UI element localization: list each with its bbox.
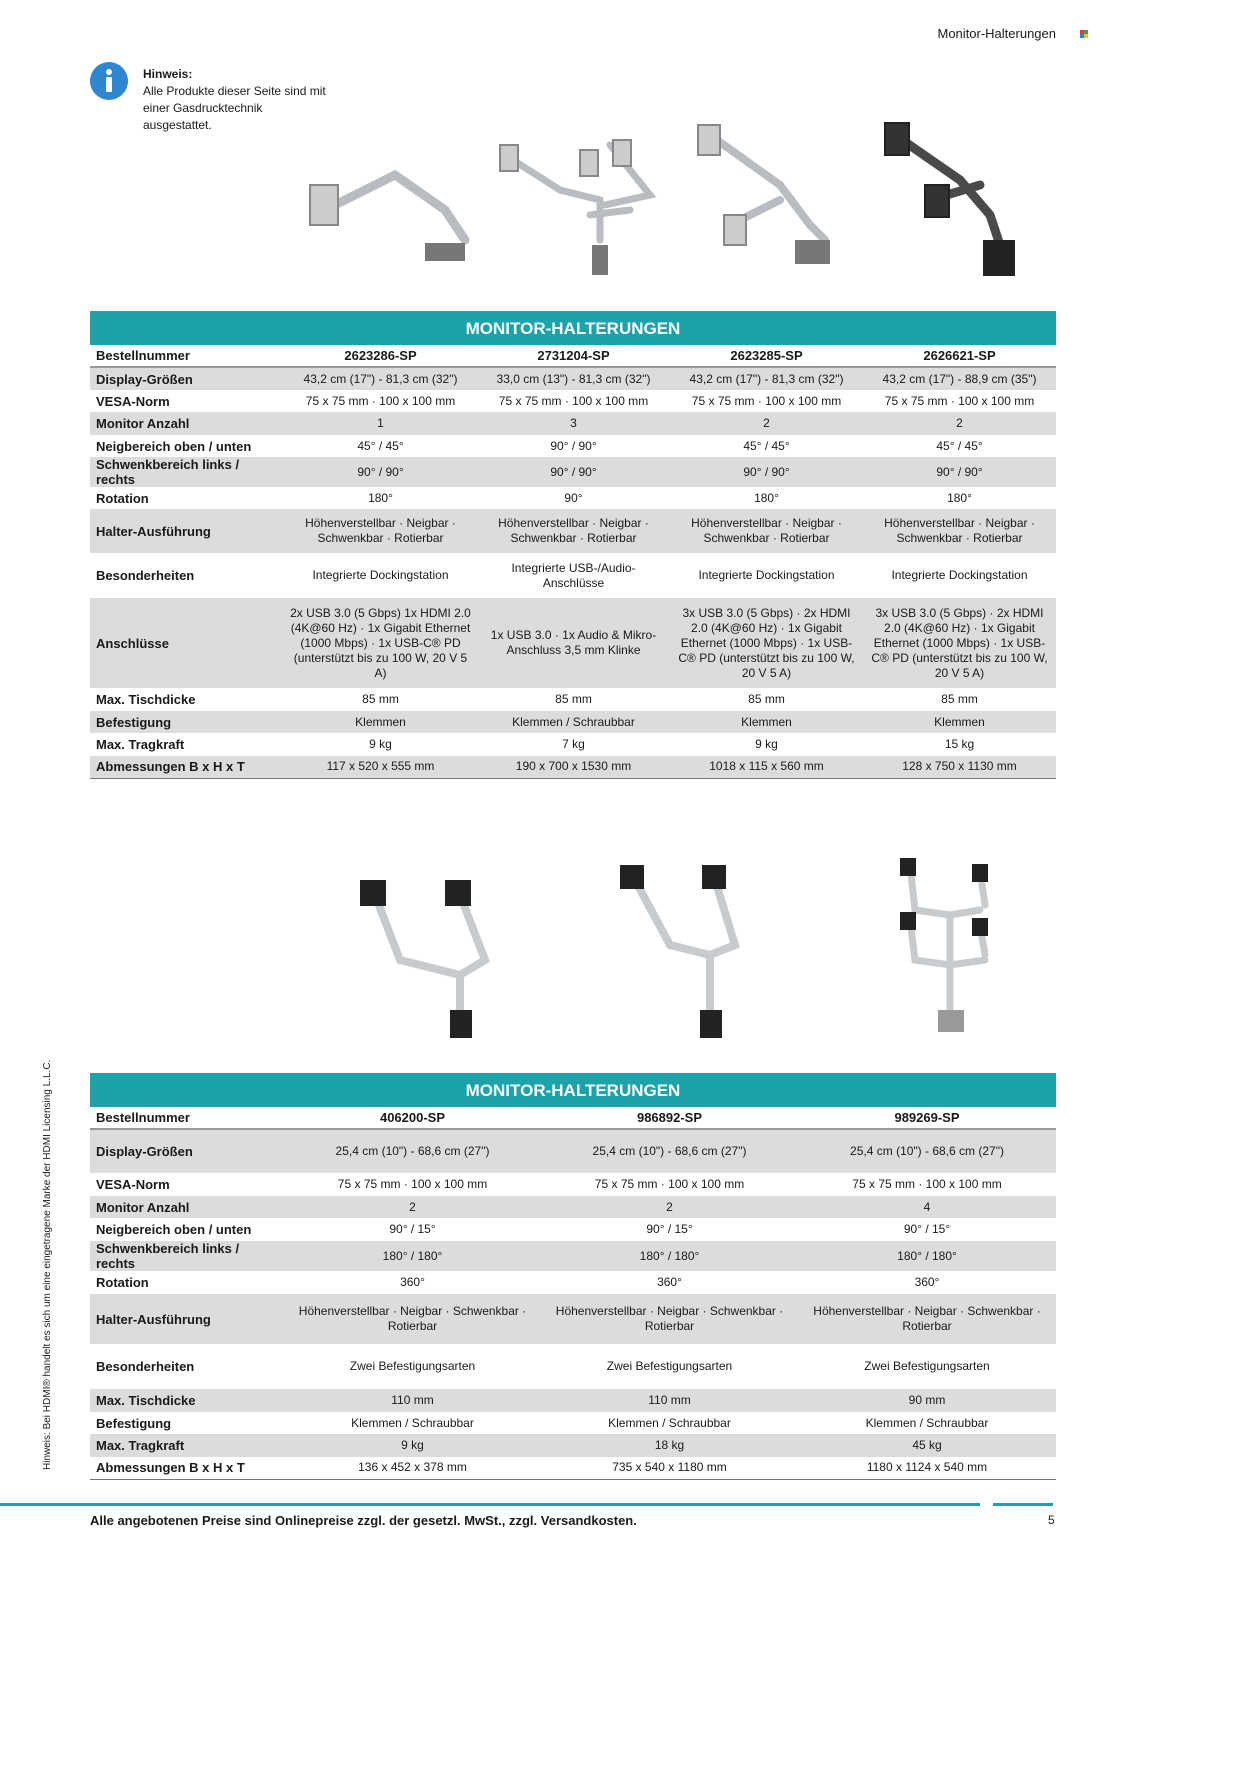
table-cell: Klemmen bbox=[670, 711, 863, 733]
product-image-2623286 bbox=[310, 175, 465, 261]
footer-divider bbox=[993, 1503, 1053, 1506]
row-label: Monitor Anzahl bbox=[90, 1196, 284, 1218]
table-row bbox=[90, 435, 1056, 457]
order-number: 2623285-SP bbox=[670, 345, 863, 367]
table-cell: 180° / 180° bbox=[284, 1241, 541, 1271]
table-header-row bbox=[90, 345, 1056, 367]
table-row bbox=[90, 711, 1056, 733]
table-cell: 18 kg bbox=[541, 1434, 798, 1457]
table-row bbox=[90, 390, 1056, 412]
table-cell: Klemmen bbox=[863, 711, 1056, 733]
table-cell: Höhenverstellbar · Neigbar · Schwenkbar · Rotierbar bbox=[541, 1294, 798, 1344]
info-icon bbox=[90, 62, 128, 100]
table-cell: 180° / 180° bbox=[541, 1241, 798, 1271]
table-cell: 90° bbox=[564, 490, 583, 505]
table-cell: 43,2 cm (17") - 88,9 cm (35") bbox=[863, 367, 1056, 390]
table-cell: Höhenverstellbar · Neigbar · Schwenkbar · Rotierbar bbox=[284, 1294, 541, 1344]
row-label: VESA-Norm bbox=[96, 1177, 170, 1192]
row-label: VESA-Norm bbox=[96, 393, 170, 409]
table-cell: 360° bbox=[914, 1275, 940, 1289]
table-header-row bbox=[90, 1107, 1056, 1129]
table-cell: 735 x 540 x 1180 mm bbox=[541, 1457, 798, 1479]
table-cell: 180° / 180° bbox=[798, 1241, 1056, 1271]
table-cell: 45° / 45° bbox=[743, 438, 790, 453]
table-cell: Klemmen / Schraubbar bbox=[608, 1415, 731, 1430]
table-cell: 25,4 cm (10") - 68,6 cm (27") bbox=[541, 1129, 798, 1173]
order-number: 406200-SP bbox=[284, 1107, 541, 1129]
table-cell: 3x USB 3.0 (5 Gbps) · 2x HDMI 2.0 (4K@60 Hz) · 1x Gigabit Ethernet (1000 Mbps) · 1x USB-C® PD (unterstützt bis zu 100 W, 20 V 5 A) bbox=[670, 598, 863, 688]
order-number: 989269-SP bbox=[798, 1107, 1056, 1129]
table-cell: 117 x 520 x 555 mm bbox=[284, 756, 477, 778]
table-cell: 75 x 75 mm · 100 x 100 mm bbox=[594, 1177, 745, 1191]
row-label: Display-Größen bbox=[90, 1129, 284, 1173]
row-label: Befestigung bbox=[96, 1415, 172, 1431]
brand-logo-icon bbox=[1080, 30, 1088, 38]
table-cell: Klemmen / Schraubbar bbox=[477, 711, 670, 733]
table-row bbox=[90, 1294, 1056, 1344]
table-row bbox=[90, 1129, 1056, 1173]
table-cell: Klemmen / Schraubbar bbox=[865, 1415, 989, 1430]
table-cell: 90° / 90° bbox=[550, 438, 597, 453]
table-cell: 9 kg bbox=[284, 1434, 541, 1457]
table-cell: 2 bbox=[670, 412, 863, 435]
page-number: 5 bbox=[1048, 1513, 1055, 1527]
product-images-row-2 bbox=[340, 850, 1040, 1050]
order-number: 2623286-SP bbox=[284, 345, 477, 367]
hint-title: Hinweis: bbox=[143, 67, 193, 81]
table-cell: 43,2 cm (17") - 81,3 cm (32") bbox=[670, 367, 863, 390]
table-cell: Integrierte Dockingstation bbox=[312, 568, 449, 582]
row-label: Rotation bbox=[96, 490, 149, 506]
row-label: Max. Tischdicke bbox=[96, 692, 196, 707]
footer-divider bbox=[0, 1503, 980, 1506]
table-cell: Integrierte Dockingstation bbox=[891, 568, 1028, 582]
table-row bbox=[90, 756, 1056, 778]
table-cell: 90° / 15° bbox=[389, 1222, 436, 1236]
table-cell: 2 bbox=[541, 1196, 798, 1218]
table-cell: 2x USB 3.0 (5 Gbps) 1x HDMI 2.0 (4K@60 Hz) · 1x Gigabit Ethernet (1000 Mbps) · 1x USB-C® PD (unterstützt bis zu 100 W, 20 V 5 A) bbox=[284, 598, 477, 688]
product-image-406200 bbox=[360, 880, 485, 1038]
table-cell: 85 mm bbox=[362, 692, 399, 706]
table-cell: 15 kg bbox=[944, 737, 975, 751]
row-label: Monitor Anzahl bbox=[90, 412, 284, 435]
product-image-2626621 bbox=[885, 123, 1015, 276]
table-cell: Höhenverstellbar · Neigbar · Schwenkbar · Rotierbar bbox=[863, 509, 1056, 553]
table-cell: 75 x 75 mm · 100 x 100 mm bbox=[337, 1177, 488, 1191]
table-cell: 9 kg bbox=[369, 737, 392, 751]
table-row bbox=[90, 598, 1056, 688]
row-label: Schwenkbereich links / rechts bbox=[90, 457, 284, 487]
row-label: Besonderheiten bbox=[96, 1359, 195, 1374]
table-row bbox=[90, 1271, 1056, 1294]
order-number: 2626621-SP bbox=[863, 345, 1056, 367]
table-cell: 90 mm bbox=[798, 1389, 1056, 1412]
table-cell: Klemmen bbox=[284, 711, 477, 733]
product-images-row-1 bbox=[300, 115, 1060, 285]
table-cell: 45° / 45° bbox=[357, 438, 404, 453]
product-image-2623285 bbox=[698, 125, 830, 264]
row-label: Bestellnummer bbox=[90, 1107, 284, 1129]
row-label: Max. Tragkraft bbox=[96, 737, 185, 752]
row-label: Max. Tischdicke bbox=[90, 1389, 284, 1412]
table-row bbox=[90, 1412, 1056, 1434]
table-cell: 1x USB 3.0 · 1x Audio & Mikro-Anschluss 3,5 mm Klinke bbox=[477, 598, 670, 688]
table-cell: 2 bbox=[284, 1196, 541, 1218]
table-cell: 9 kg bbox=[755, 737, 778, 751]
table-cell: Zwei Befestigungsarten bbox=[606, 1359, 733, 1373]
table-cell: Höhenverstellbar · Neigbar · Schwenkbar · Rotierbar bbox=[284, 509, 477, 553]
table-cell: 180° bbox=[754, 490, 779, 505]
row-label: Besonderheiten bbox=[96, 568, 195, 583]
table-cell: 360° bbox=[400, 1275, 425, 1289]
table-cell: Zwei Befestigungsarten bbox=[349, 1359, 476, 1373]
table-cell: Höhenverstellbar · Neigbar · Schwenkbar · Rotierbar bbox=[477, 509, 670, 553]
table-row bbox=[90, 553, 1056, 598]
table-cell: 136 x 452 x 378 mm bbox=[284, 1457, 541, 1479]
table-cell: 3 bbox=[477, 412, 670, 435]
product-image-986892 bbox=[620, 865, 735, 1038]
table-cell: Höhenverstellbar · Neigbar · Schwenkbar · Rotierbar bbox=[670, 509, 863, 553]
table-row bbox=[90, 1241, 1056, 1271]
table-cell: 1180 x 1124 x 540 mm bbox=[798, 1457, 1056, 1479]
table-cell: 75 x 75 mm · 100 x 100 mm bbox=[305, 393, 456, 408]
table-cell: Integrierte USB-/Audio-Anschlüsse bbox=[511, 560, 636, 590]
table-row bbox=[90, 733, 1056, 756]
table-cell: 110 mm bbox=[284, 1389, 541, 1412]
table-row bbox=[90, 412, 1056, 435]
table-cell: 3x USB 3.0 (5 Gbps) · 2x HDMI 2.0 (4K@60 Hz) · 1x Gigabit Ethernet (1000 Mbps) · 1x USB-C® PD (unterstützt bis zu 100 W, 20 V 5 A) bbox=[863, 598, 1056, 688]
side-trademark-note: Hinweis: Bei HDMI® handelt es sich um eine eingetragene Marke der HDMI Licensing L.L.C. bbox=[42, 1059, 53, 1470]
table-title: MONITOR-HALTERUNGEN bbox=[90, 1073, 1056, 1107]
row-label: Halter-Ausführung bbox=[90, 509, 284, 553]
table-row bbox=[90, 1196, 1056, 1218]
table-cell: 75 x 75 mm · 100 x 100 mm bbox=[852, 1177, 1002, 1191]
row-label: Display-Größen bbox=[90, 367, 284, 390]
table-row bbox=[90, 1173, 1056, 1196]
table-cell: 85 mm bbox=[555, 692, 592, 706]
table-cell: 1018 x 115 x 560 mm bbox=[670, 756, 863, 778]
table-cell: 180° bbox=[947, 490, 972, 505]
row-label: Schwenkbereich links / rechts bbox=[90, 1241, 284, 1271]
row-label: Neigbereich oben / unten bbox=[96, 438, 252, 454]
table-row bbox=[90, 1457, 1056, 1479]
table-cell: 128 x 750 x 1130 mm bbox=[863, 756, 1056, 778]
table-row bbox=[90, 487, 1056, 509]
table-cell: 45° / 45° bbox=[936, 438, 983, 453]
row-label: Bestellnummer bbox=[90, 345, 284, 367]
row-label: Anschlüsse bbox=[90, 598, 284, 688]
table-title: MONITOR-HALTERUNGEN bbox=[90, 311, 1056, 345]
table-row bbox=[90, 1218, 1056, 1241]
table-cell: Höhenverstellbar · Neigbar · Schwenkbar · Rotierbar bbox=[798, 1294, 1056, 1344]
table-row bbox=[90, 457, 1056, 487]
table-cell: 180° bbox=[368, 490, 393, 505]
row-label: Befestigung bbox=[90, 711, 284, 733]
table-cell: 90° / 15° bbox=[903, 1222, 951, 1236]
table-cell: 110 mm bbox=[541, 1389, 798, 1412]
table-cell: 7 kg bbox=[562, 737, 585, 751]
table-cell: 4 bbox=[798, 1196, 1056, 1218]
table-cell: 45 kg bbox=[798, 1434, 1056, 1457]
table-cell: 190 x 700 x 1530 mm bbox=[477, 756, 670, 778]
table-row bbox=[90, 1389, 1056, 1412]
table-row bbox=[90, 688, 1056, 711]
table-cell: 90° / 90° bbox=[670, 457, 863, 487]
row-label: Abmessungen B x H x T bbox=[90, 756, 284, 778]
spec-table-2 bbox=[90, 1073, 1056, 1480]
table-cell: 75 x 75 mm · 100 x 100 mm bbox=[498, 393, 649, 408]
table-cell: 85 mm bbox=[941, 692, 978, 706]
product-image-989269 bbox=[900, 858, 988, 1032]
row-label: Rotation bbox=[96, 1275, 149, 1290]
table-cell: 90° / 15° bbox=[646, 1222, 693, 1236]
table-cell: 90° / 90° bbox=[284, 457, 477, 487]
table-row bbox=[90, 1434, 1056, 1457]
order-number: 986892-SP bbox=[541, 1107, 798, 1129]
order-number: 2731204-SP bbox=[477, 345, 670, 367]
row-label: Neigbereich oben / unten bbox=[96, 1222, 252, 1237]
table-cell: 75 x 75 mm · 100 x 100 mm bbox=[691, 393, 842, 408]
table-cell: 25,4 cm (10") - 68,6 cm (27") bbox=[284, 1129, 541, 1173]
table-cell: 75 x 75 mm · 100 x 100 mm bbox=[884, 393, 1035, 408]
table-cell: 360° bbox=[657, 1275, 682, 1289]
table-cell: 90° / 90° bbox=[477, 457, 670, 487]
spec-table-1 bbox=[90, 311, 1056, 779]
table-cell: 90° / 90° bbox=[863, 457, 1056, 487]
table-cell: 43,2 cm (17") - 81,3 cm (32") bbox=[284, 367, 477, 390]
table-row bbox=[90, 367, 1056, 390]
table-cell: Integrierte Dockingstation bbox=[698, 568, 835, 582]
page-header-title: Monitor-Halterungen bbox=[937, 26, 1056, 41]
table-cell: 2 bbox=[863, 412, 1056, 435]
product-image-2731204 bbox=[500, 140, 650, 275]
table-row bbox=[90, 509, 1056, 553]
table-row bbox=[90, 1344, 1056, 1389]
row-label: Halter-Ausführung bbox=[90, 1294, 284, 1344]
table-cell: Zwei Befestigungsarten bbox=[864, 1359, 990, 1373]
table-cell: 85 mm bbox=[748, 692, 785, 706]
table-cell: 1 bbox=[284, 412, 477, 435]
row-label: Abmessungen B x H x T bbox=[90, 1457, 284, 1479]
table-cell: Klemmen / Schraubbar bbox=[351, 1415, 474, 1430]
row-label: Max. Tragkraft bbox=[90, 1434, 284, 1457]
hint-text: Alle Produkte dieser Seite sind mit einer Gasdrucktechnik ausgestattet. bbox=[143, 84, 326, 132]
table-cell: 25,4 cm (10") - 68,6 cm (27") bbox=[798, 1129, 1056, 1173]
table-cell: 33,0 cm (13") - 81,3 cm (32") bbox=[477, 367, 670, 390]
footer-text: Alle angebotenen Preise sind Onlinepreise zzgl. der gesetzl. MwSt., zzgl. Versandkosten. bbox=[90, 1513, 637, 1528]
